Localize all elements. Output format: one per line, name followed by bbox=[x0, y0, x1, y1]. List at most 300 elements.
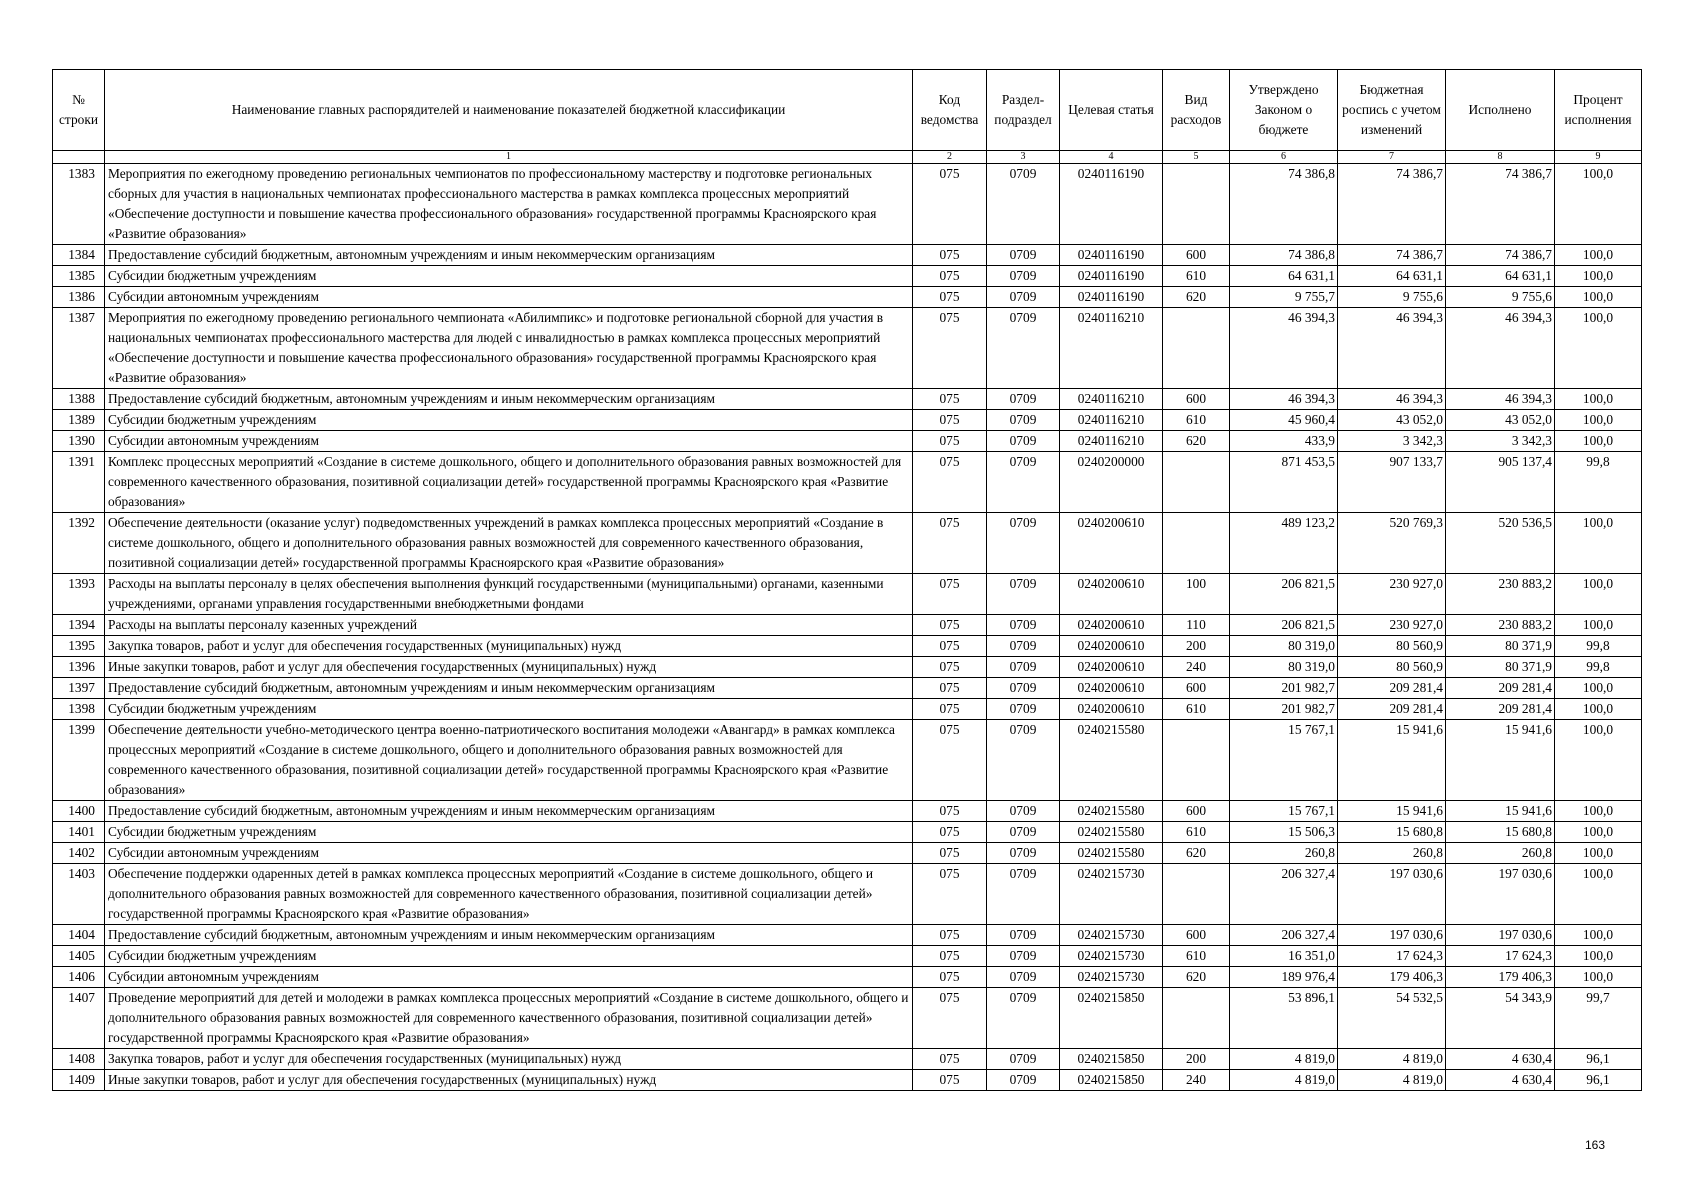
approved-amount-cell: 201 982,7 bbox=[1230, 678, 1338, 699]
expense-type-cell: 600 bbox=[1163, 678, 1230, 699]
table-row bbox=[53, 1070, 1642, 1091]
executed-amount-cell: 520 536,5 bbox=[1446, 513, 1555, 574]
row-number-cell: 1390 bbox=[53, 431, 105, 452]
row-name-cell: Мероприятия по ежегодному проведению регионального чемпионата «Абилимпикс» и подготовке региональной сборной для участия в национальных чемпионатах профессионального мастерства для людей с инвалидностью в рамках комплекса процессных мероприятий «Обеспечение доступности и повышение качества профессионального образования» государственной программы Красноярского края «Развитие образования» bbox=[105, 308, 913, 389]
budget-amount-cell: 209 281,4 bbox=[1338, 699, 1446, 720]
table-header-row bbox=[53, 70, 1642, 151]
percent-cell: 100,0 bbox=[1555, 164, 1642, 245]
dept-code-cell: 075 bbox=[913, 636, 987, 657]
row-number-cell: 1401 bbox=[53, 822, 105, 843]
row-number-cell: 1394 bbox=[53, 615, 105, 636]
dept-code-cell: 075 bbox=[913, 266, 987, 287]
expense-type-cell: 600 bbox=[1163, 389, 1230, 410]
dept-code-cell: 075 bbox=[913, 967, 987, 988]
expense-type-cell: 610 bbox=[1163, 699, 1230, 720]
dept-code-cell: 075 bbox=[913, 1049, 987, 1070]
row-name-cell: Расходы на выплаты персоналу казенных учреждений bbox=[105, 615, 913, 636]
row-number-cell: 1388 bbox=[53, 389, 105, 410]
approved-amount-cell: 16 351,0 bbox=[1230, 946, 1338, 967]
dept-code-cell: 075 bbox=[913, 287, 987, 308]
table-body bbox=[53, 164, 1642, 1091]
budget-amount-cell: 179 406,3 bbox=[1338, 967, 1446, 988]
section-cell: 0709 bbox=[987, 988, 1060, 1049]
table-row bbox=[53, 308, 1642, 389]
section-cell: 0709 bbox=[987, 452, 1060, 513]
dept-code-cell: 075 bbox=[913, 720, 987, 801]
executed-amount-cell: 46 394,3 bbox=[1446, 389, 1555, 410]
target-article-cell: 0240215730 bbox=[1060, 946, 1163, 967]
percent-cell: 100,0 bbox=[1555, 925, 1642, 946]
budget-amount-cell: 4 819,0 bbox=[1338, 1049, 1446, 1070]
executed-amount-cell: 230 883,2 bbox=[1446, 615, 1555, 636]
executed-amount-cell: 74 386,7 bbox=[1446, 164, 1555, 245]
table-row bbox=[53, 410, 1642, 431]
table-row bbox=[53, 988, 1642, 1049]
target-article-cell: 0240200610 bbox=[1060, 574, 1163, 615]
percent-cell: 100,0 bbox=[1555, 308, 1642, 389]
dept-code-cell: 075 bbox=[913, 513, 987, 574]
target-article-cell: 0240116210 bbox=[1060, 308, 1163, 389]
percent-cell: 100,0 bbox=[1555, 410, 1642, 431]
expense-type-cell: 620 bbox=[1163, 287, 1230, 308]
dept-code-cell: 075 bbox=[913, 699, 987, 720]
executed-amount-cell: 230 883,2 bbox=[1446, 574, 1555, 615]
executed-amount-cell: 15 941,6 bbox=[1446, 801, 1555, 822]
expense-type-cell: 240 bbox=[1163, 657, 1230, 678]
row-number-cell: 1402 bbox=[53, 843, 105, 864]
row-name-cell: Субсидии автономным учреждениям bbox=[105, 431, 913, 452]
executed-amount-cell: 4 630,4 bbox=[1446, 1049, 1555, 1070]
executed-amount-cell: 64 631,1 bbox=[1446, 266, 1555, 287]
budget-amount-cell: 80 560,9 bbox=[1338, 636, 1446, 657]
row-number-cell: 1404 bbox=[53, 925, 105, 946]
section-cell: 0709 bbox=[987, 410, 1060, 431]
row-number-cell: 1396 bbox=[53, 657, 105, 678]
percent-cell: 100,0 bbox=[1555, 720, 1642, 801]
row-name-cell: Предоставление субсидий бюджетным, автономным учреждениям и иным некоммерческим организациям bbox=[105, 245, 913, 266]
target-article-cell: 0240215730 bbox=[1060, 925, 1163, 946]
table-row bbox=[53, 164, 1642, 245]
budget-amount-cell: 80 560,9 bbox=[1338, 657, 1446, 678]
target-article-cell: 0240215850 bbox=[1060, 1070, 1163, 1091]
percent-cell: 100,0 bbox=[1555, 967, 1642, 988]
table-row bbox=[53, 615, 1642, 636]
row-number-cell: 1400 bbox=[53, 801, 105, 822]
budget-amount-cell: 4 819,0 bbox=[1338, 1070, 1446, 1091]
column-number: 8 bbox=[1446, 151, 1555, 164]
target-article-cell: 0240116190 bbox=[1060, 266, 1163, 287]
row-name-cell: Обеспечение деятельности (оказание услуг) подведомственных учреждений в рамках комплекса процессных мероприятий «Создание в системе дошкольного, общего и дополнительного образования равных возможностей для современного качественного образования, позитивной социализации детей» государственной программы Красноярского края «Развитие образования» bbox=[105, 513, 913, 574]
expense-type-cell bbox=[1163, 720, 1230, 801]
section-cell: 0709 bbox=[987, 864, 1060, 925]
header-name: Наименование главных распорядителей и наименование показателей бюджетной классификации bbox=[105, 70, 913, 151]
percent-cell: 99,8 bbox=[1555, 636, 1642, 657]
target-article-cell: 0240116210 bbox=[1060, 410, 1163, 431]
budget-amount-cell: 64 631,1 bbox=[1338, 266, 1446, 287]
section-cell: 0709 bbox=[987, 946, 1060, 967]
approved-amount-cell: 871 453,5 bbox=[1230, 452, 1338, 513]
executed-amount-cell: 9 755,6 bbox=[1446, 287, 1555, 308]
row-name-cell: Комплекс процессных мероприятий «Создание в системе дошкольного, общего и дополнительного образования равных возможностей для современного качественного образования, позитивной социализации детей» государственной программы Красноярского края «Развитие образования» bbox=[105, 452, 913, 513]
executed-amount-cell: 17 624,3 bbox=[1446, 946, 1555, 967]
expense-type-cell bbox=[1163, 513, 1230, 574]
percent-cell: 100,0 bbox=[1555, 615, 1642, 636]
expense-type-cell: 610 bbox=[1163, 822, 1230, 843]
target-article-cell: 0240200610 bbox=[1060, 513, 1163, 574]
header-expense-type: Вид расходов bbox=[1163, 70, 1230, 151]
approved-amount-cell: 80 319,0 bbox=[1230, 657, 1338, 678]
table-row bbox=[53, 245, 1642, 266]
percent-cell: 100,0 bbox=[1555, 389, 1642, 410]
row-number-cell: 1392 bbox=[53, 513, 105, 574]
row-name-cell: Субсидии автономным учреждениям bbox=[105, 967, 913, 988]
budget-amount-cell: 15 680,8 bbox=[1338, 822, 1446, 843]
table-row bbox=[53, 864, 1642, 925]
approved-amount-cell: 15 767,1 bbox=[1230, 801, 1338, 822]
expense-type-cell: 620 bbox=[1163, 843, 1230, 864]
approved-amount-cell: 9 755,7 bbox=[1230, 287, 1338, 308]
row-name-cell: Закупка товаров, работ и услуг для обеспечения государственных (муниципальных) нужд bbox=[105, 636, 913, 657]
row-number-cell: 1407 bbox=[53, 988, 105, 1049]
table-row bbox=[53, 431, 1642, 452]
header-percent: Процент исполнения bbox=[1555, 70, 1642, 151]
budget-amount-cell: 15 941,6 bbox=[1338, 720, 1446, 801]
target-article-cell: 0240200000 bbox=[1060, 452, 1163, 513]
dept-code-cell: 075 bbox=[913, 801, 987, 822]
budget-execution-table bbox=[52, 69, 1642, 1091]
expense-type-cell: 600 bbox=[1163, 801, 1230, 822]
table-row bbox=[53, 822, 1642, 843]
target-article-cell: 0240215580 bbox=[1060, 843, 1163, 864]
approved-amount-cell: 46 394,3 bbox=[1230, 308, 1338, 389]
approved-amount-cell: 74 386,8 bbox=[1230, 245, 1338, 266]
approved-amount-cell: 15 767,1 bbox=[1230, 720, 1338, 801]
dept-code-cell: 075 bbox=[913, 615, 987, 636]
expense-type-cell: 610 bbox=[1163, 946, 1230, 967]
target-article-cell: 0240116190 bbox=[1060, 164, 1163, 245]
dept-code-cell: 075 bbox=[913, 946, 987, 967]
column-number bbox=[53, 151, 105, 164]
column-number: 6 bbox=[1230, 151, 1338, 164]
section-cell: 0709 bbox=[987, 574, 1060, 615]
dept-code-cell: 075 bbox=[913, 678, 987, 699]
dept-code-cell: 075 bbox=[913, 988, 987, 1049]
target-article-cell: 0240200610 bbox=[1060, 615, 1163, 636]
executed-amount-cell: 46 394,3 bbox=[1446, 308, 1555, 389]
executed-amount-cell: 74 386,7 bbox=[1446, 245, 1555, 266]
column-number: 7 bbox=[1338, 151, 1446, 164]
row-name-cell: Закупка товаров, работ и услуг для обеспечения государственных (муниципальных) нужд bbox=[105, 1049, 913, 1070]
expense-type-cell: 110 bbox=[1163, 615, 1230, 636]
header-dept-code: Код ведомства bbox=[913, 70, 987, 151]
budget-amount-cell: 209 281,4 bbox=[1338, 678, 1446, 699]
budget-amount-cell: 230 927,0 bbox=[1338, 574, 1446, 615]
budget-amount-cell: 230 927,0 bbox=[1338, 615, 1446, 636]
dept-code-cell: 075 bbox=[913, 389, 987, 410]
table-row bbox=[53, 801, 1642, 822]
dept-code-cell: 075 bbox=[913, 657, 987, 678]
dept-code-cell: 075 bbox=[913, 925, 987, 946]
percent-cell: 100,0 bbox=[1555, 946, 1642, 967]
dept-code-cell: 075 bbox=[913, 574, 987, 615]
section-cell: 0709 bbox=[987, 513, 1060, 574]
header-section: Раздел-подраздел bbox=[987, 70, 1060, 151]
row-name-cell: Субсидии бюджетным учреждениям bbox=[105, 266, 913, 287]
percent-cell: 96,1 bbox=[1555, 1049, 1642, 1070]
dept-code-cell: 075 bbox=[913, 452, 987, 513]
column-number: 4 bbox=[1060, 151, 1163, 164]
target-article-cell: 0240116210 bbox=[1060, 389, 1163, 410]
expense-type-cell bbox=[1163, 452, 1230, 513]
table-row bbox=[53, 636, 1642, 657]
executed-amount-cell: 3 342,3 bbox=[1446, 431, 1555, 452]
expense-type-cell bbox=[1163, 308, 1230, 389]
budget-amount-cell: 54 532,5 bbox=[1338, 988, 1446, 1049]
percent-cell: 100,0 bbox=[1555, 245, 1642, 266]
dept-code-cell: 075 bbox=[913, 843, 987, 864]
header-executed: Исполнено bbox=[1446, 70, 1555, 151]
row-number-cell: 1403 bbox=[53, 864, 105, 925]
row-number-cell: 1398 bbox=[53, 699, 105, 720]
table-row bbox=[53, 452, 1642, 513]
approved-amount-cell: 206 327,4 bbox=[1230, 925, 1338, 946]
percent-cell: 96,1 bbox=[1555, 1070, 1642, 1091]
page-number: 163 bbox=[1584, 1138, 1605, 1152]
executed-amount-cell: 15 680,8 bbox=[1446, 822, 1555, 843]
section-cell: 0709 bbox=[987, 925, 1060, 946]
executed-amount-cell: 209 281,4 bbox=[1446, 678, 1555, 699]
row-name-cell: Субсидии автономным учреждениям bbox=[105, 287, 913, 308]
section-cell: 0709 bbox=[987, 967, 1060, 988]
table-row bbox=[53, 699, 1642, 720]
row-name-cell: Предоставление субсидий бюджетным, автономным учреждениям и иным некоммерческим организациям bbox=[105, 389, 913, 410]
table-row bbox=[53, 843, 1642, 864]
row-name-cell: Обеспечение поддержки одаренных детей в рамках комплекса процессных мероприятий «Создание в системе дошкольного, общего и дополнительного образования равных возможностей для современного качественного образования, позитивной социализации детей» государственной программы Красноярского края «Развитие образования» bbox=[105, 864, 913, 925]
row-number-cell: 1386 bbox=[53, 287, 105, 308]
approved-amount-cell: 489 123,2 bbox=[1230, 513, 1338, 574]
table-row bbox=[53, 389, 1642, 410]
budget-amount-cell: 260,8 bbox=[1338, 843, 1446, 864]
table-row bbox=[53, 1049, 1642, 1070]
budget-amount-cell: 74 386,7 bbox=[1338, 164, 1446, 245]
expense-type-cell: 600 bbox=[1163, 925, 1230, 946]
section-cell: 0709 bbox=[987, 308, 1060, 389]
table-row bbox=[53, 657, 1642, 678]
row-number-cell: 1391 bbox=[53, 452, 105, 513]
expense-type-cell: 100 bbox=[1163, 574, 1230, 615]
table-row bbox=[53, 678, 1642, 699]
column-number-row bbox=[53, 151, 1642, 164]
expense-type-cell bbox=[1163, 164, 1230, 245]
row-name-cell: Проведение мероприятий для детей и молодежи в рамках комплекса процессных мероприятий «Создание в системе дошкольного, общего и дополнительного образования равных возможностей для современного качественного образования, позитивной социализации детей» государственной программы Красноярского края «Развитие образования» bbox=[105, 988, 913, 1049]
percent-cell: 100,0 bbox=[1555, 513, 1642, 574]
executed-amount-cell: 905 137,4 bbox=[1446, 452, 1555, 513]
approved-amount-cell: 4 819,0 bbox=[1230, 1070, 1338, 1091]
executed-amount-cell: 260,8 bbox=[1446, 843, 1555, 864]
expense-type-cell: 610 bbox=[1163, 410, 1230, 431]
approved-amount-cell: 206 821,5 bbox=[1230, 574, 1338, 615]
budget-amount-cell: 907 133,7 bbox=[1338, 452, 1446, 513]
percent-cell: 100,0 bbox=[1555, 287, 1642, 308]
expense-type-cell: 200 bbox=[1163, 1049, 1230, 1070]
expense-type-cell: 620 bbox=[1163, 431, 1230, 452]
approved-amount-cell: 46 394,3 bbox=[1230, 389, 1338, 410]
expense-type-cell: 620 bbox=[1163, 967, 1230, 988]
approved-amount-cell: 189 976,4 bbox=[1230, 967, 1338, 988]
approved-amount-cell: 64 631,1 bbox=[1230, 266, 1338, 287]
executed-amount-cell: 15 941,6 bbox=[1446, 720, 1555, 801]
section-cell: 0709 bbox=[987, 431, 1060, 452]
section-cell: 0709 bbox=[987, 699, 1060, 720]
percent-cell: 100,0 bbox=[1555, 678, 1642, 699]
section-cell: 0709 bbox=[987, 678, 1060, 699]
row-number-cell: 1399 bbox=[53, 720, 105, 801]
row-name-cell: Субсидии бюджетным учреждениям bbox=[105, 410, 913, 431]
expense-type-cell: 600 bbox=[1163, 245, 1230, 266]
row-number-cell: 1397 bbox=[53, 678, 105, 699]
executed-amount-cell: 80 371,9 bbox=[1446, 636, 1555, 657]
table-row bbox=[53, 925, 1642, 946]
dept-code-cell: 075 bbox=[913, 245, 987, 266]
percent-cell: 100,0 bbox=[1555, 574, 1642, 615]
budget-amount-cell: 9 755,6 bbox=[1338, 287, 1446, 308]
row-number-cell: 1384 bbox=[53, 245, 105, 266]
expense-type-cell: 610 bbox=[1163, 266, 1230, 287]
dept-code-cell: 075 bbox=[913, 164, 987, 245]
target-article-cell: 0240200610 bbox=[1060, 699, 1163, 720]
percent-cell: 100,0 bbox=[1555, 801, 1642, 822]
row-name-cell: Субсидии автономным учреждениям bbox=[105, 843, 913, 864]
budget-amount-cell: 3 342,3 bbox=[1338, 431, 1446, 452]
target-article-cell: 0240116190 bbox=[1060, 245, 1163, 266]
expense-type-cell bbox=[1163, 988, 1230, 1049]
budget-amount-cell: 46 394,3 bbox=[1338, 389, 1446, 410]
target-article-cell: 0240215580 bbox=[1060, 822, 1163, 843]
percent-cell: 100,0 bbox=[1555, 822, 1642, 843]
dept-code-cell: 075 bbox=[913, 431, 987, 452]
percent-cell: 99,8 bbox=[1555, 657, 1642, 678]
row-name-cell: Расходы на выплаты персоналу в целях обеспечения выполнения функций государственными (муниципальными) органами, казенными учреждениями, органами управления государственными внебюджетными фондами bbox=[105, 574, 913, 615]
approved-amount-cell: 201 982,7 bbox=[1230, 699, 1338, 720]
row-number-cell: 1405 bbox=[53, 946, 105, 967]
expense-type-cell: 240 bbox=[1163, 1070, 1230, 1091]
approved-amount-cell: 433,9 bbox=[1230, 431, 1338, 452]
row-number-cell: 1406 bbox=[53, 967, 105, 988]
target-article-cell: 0240116190 bbox=[1060, 287, 1163, 308]
row-name-cell: Субсидии бюджетным учреждениям bbox=[105, 699, 913, 720]
row-number-cell: 1389 bbox=[53, 410, 105, 431]
row-name-cell: Субсидии бюджетным учреждениям bbox=[105, 946, 913, 967]
target-article-cell: 0240200610 bbox=[1060, 636, 1163, 657]
budget-amount-cell: 520 769,3 bbox=[1338, 513, 1446, 574]
budget-amount-cell: 46 394,3 bbox=[1338, 308, 1446, 389]
dept-code-cell: 075 bbox=[913, 410, 987, 431]
approved-amount-cell: 206 821,5 bbox=[1230, 615, 1338, 636]
section-cell: 0709 bbox=[987, 287, 1060, 308]
percent-cell: 100,0 bbox=[1555, 699, 1642, 720]
section-cell: 0709 bbox=[987, 636, 1060, 657]
row-number-cell: 1409 bbox=[53, 1070, 105, 1091]
row-name-cell: Субсидии бюджетным учреждениям bbox=[105, 822, 913, 843]
section-cell: 0709 bbox=[987, 801, 1060, 822]
budget-amount-cell: 197 030,6 bbox=[1338, 864, 1446, 925]
table-row bbox=[53, 720, 1642, 801]
column-number: 1 bbox=[105, 151, 913, 164]
executed-amount-cell: 209 281,4 bbox=[1446, 699, 1555, 720]
table-row bbox=[53, 513, 1642, 574]
header-approved: Утверждено Законом о бюджете bbox=[1230, 70, 1338, 151]
row-name-cell: Иные закупки товаров, работ и услуг для обеспечения государственных (муниципальных) нужд bbox=[105, 657, 913, 678]
executed-amount-cell: 197 030,6 bbox=[1446, 925, 1555, 946]
percent-cell: 100,0 bbox=[1555, 431, 1642, 452]
target-article-cell: 0240215580 bbox=[1060, 801, 1163, 822]
section-cell: 0709 bbox=[987, 843, 1060, 864]
row-name-cell: Мероприятия по ежегодному проведению региональных чемпионатов по профессиональному мастерству и подготовке региональных сборных для участия в национальных чемпионатах профессионального мастерства в рамках комплекса процессных мероприятий «Обеспечение доступности и повышение качества профессионального образования» государственной программы Красноярского края «Развитие образования» bbox=[105, 164, 913, 245]
target-article-cell: 0240116210 bbox=[1060, 431, 1163, 452]
row-name-cell: Предоставление субсидий бюджетным, автономным учреждениям и иным некоммерческим организациям bbox=[105, 801, 913, 822]
executed-amount-cell: 4 630,4 bbox=[1446, 1070, 1555, 1091]
budget-amount-cell: 74 386,7 bbox=[1338, 245, 1446, 266]
column-number: 2 bbox=[913, 151, 987, 164]
approved-amount-cell: 4 819,0 bbox=[1230, 1049, 1338, 1070]
row-name-cell: Обеспечение деятельности учебно-методического центра военно-патриотического воспитания молодежи «Авангард» в рамках комплекса процессных мероприятий «Создание в системе дошкольного, общего и дополнительного образования равных возможностей для современного качественного образования, позитивной социализации детей» государственной программы Красноярского края «Развитие образования» bbox=[105, 720, 913, 801]
section-cell: 0709 bbox=[987, 1070, 1060, 1091]
table-row bbox=[53, 574, 1642, 615]
percent-cell: 100,0 bbox=[1555, 266, 1642, 287]
header-row-number: № строки bbox=[53, 70, 105, 151]
executed-amount-cell: 54 343,9 bbox=[1446, 988, 1555, 1049]
target-article-cell: 0240215730 bbox=[1060, 967, 1163, 988]
section-cell: 0709 bbox=[987, 245, 1060, 266]
approved-amount-cell: 206 327,4 bbox=[1230, 864, 1338, 925]
header-target-article: Целевая статья bbox=[1060, 70, 1163, 151]
section-cell: 0709 bbox=[987, 164, 1060, 245]
approved-amount-cell: 260,8 bbox=[1230, 843, 1338, 864]
section-cell: 0709 bbox=[987, 657, 1060, 678]
target-article-cell: 0240215850 bbox=[1060, 1049, 1163, 1070]
table-row bbox=[53, 967, 1642, 988]
row-name-cell: Предоставление субсидий бюджетным, автономным учреждениям и иным некоммерческим организациям bbox=[105, 678, 913, 699]
table-row bbox=[53, 946, 1642, 967]
row-number-cell: 1408 bbox=[53, 1049, 105, 1070]
dept-code-cell: 075 bbox=[913, 308, 987, 389]
executed-amount-cell: 179 406,3 bbox=[1446, 967, 1555, 988]
row-number-cell: 1385 bbox=[53, 266, 105, 287]
target-article-cell: 0240215580 bbox=[1060, 720, 1163, 801]
percent-cell: 99,8 bbox=[1555, 452, 1642, 513]
approved-amount-cell: 80 319,0 bbox=[1230, 636, 1338, 657]
header-budget-schedule: Бюджетная роспись с учетом изменений bbox=[1338, 70, 1446, 151]
executed-amount-cell: 43 052,0 bbox=[1446, 410, 1555, 431]
row-number-cell: 1383 bbox=[53, 164, 105, 245]
budget-amount-cell: 17 624,3 bbox=[1338, 946, 1446, 967]
budget-amount-cell: 15 941,6 bbox=[1338, 801, 1446, 822]
percent-cell: 100,0 bbox=[1555, 864, 1642, 925]
expense-type-cell bbox=[1163, 864, 1230, 925]
column-number: 3 bbox=[987, 151, 1060, 164]
budget-amount-cell: 43 052,0 bbox=[1338, 410, 1446, 431]
expense-type-cell: 200 bbox=[1163, 636, 1230, 657]
row-number-cell: 1387 bbox=[53, 308, 105, 389]
executed-amount-cell: 80 371,9 bbox=[1446, 657, 1555, 678]
target-article-cell: 0240215730 bbox=[1060, 864, 1163, 925]
section-cell: 0709 bbox=[987, 615, 1060, 636]
approved-amount-cell: 45 960,4 bbox=[1230, 410, 1338, 431]
target-article-cell: 0240200610 bbox=[1060, 678, 1163, 699]
dept-code-cell: 075 bbox=[913, 1070, 987, 1091]
column-number: 9 bbox=[1555, 151, 1642, 164]
dept-code-cell: 075 bbox=[913, 864, 987, 925]
